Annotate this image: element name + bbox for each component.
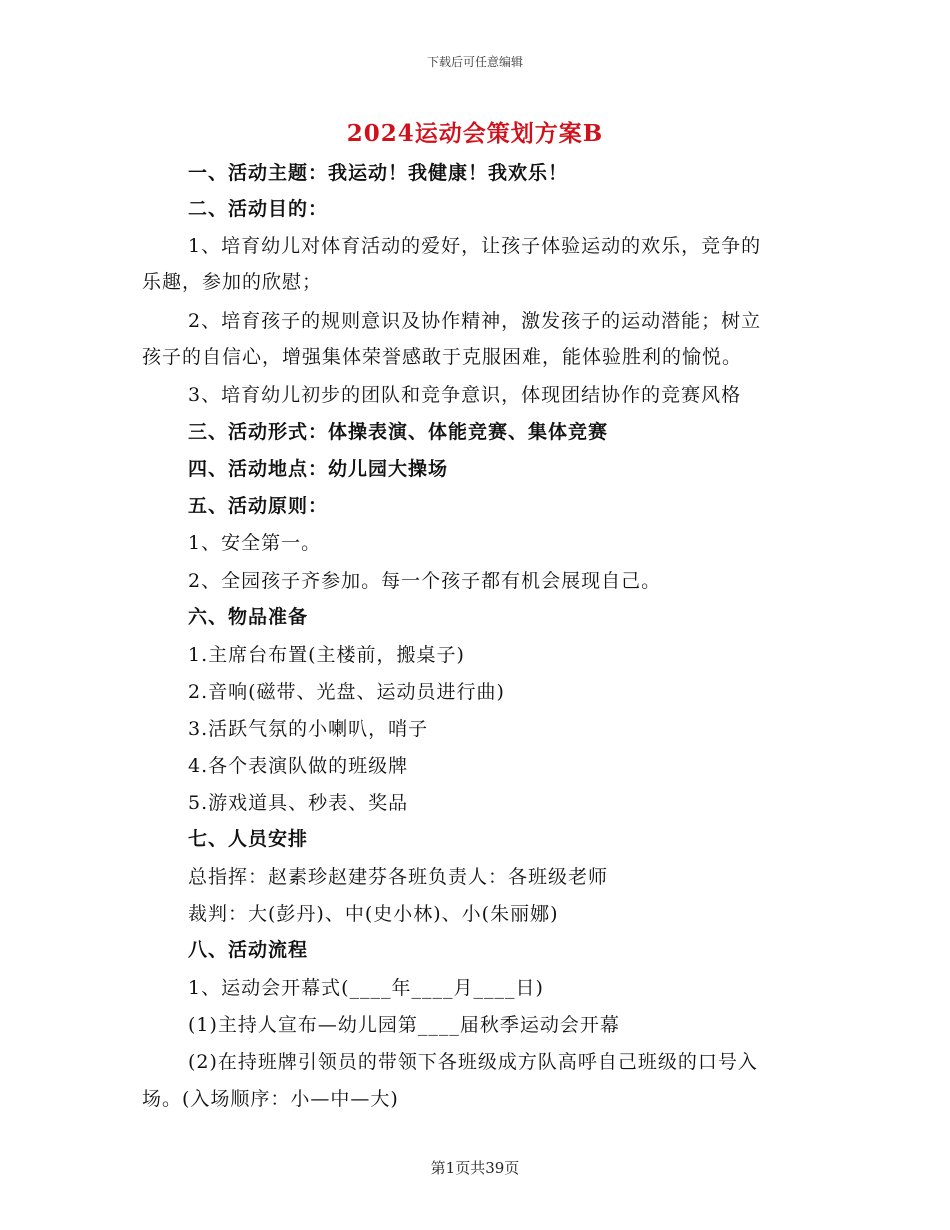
page-number: 第1页共39页 <box>430 1159 520 1177</box>
purpose-item-1-continued: 乐趣，参加的欣慰； <box>142 271 323 293</box>
materials-item-4: 4.各个表演队做的班级牌 <box>188 755 409 777</box>
process-subitem-1: (1)主持人宣布—幼儿园第____届秋季运动会开幕 <box>188 1014 620 1036</box>
process-item-1: 1、运动会开幕式(____年____月____日) <box>188 977 544 999</box>
document-title: 2024运动会策划方案B <box>346 120 604 147</box>
process-subitem-2-continued: 场。(入场顺序：小—中—大) <box>142 1088 399 1110</box>
purpose-item-2: 2、培育孩子的规则意识及协作精神，激发孩子的运动潜能；树立 <box>188 310 762 332</box>
materials-item-1: 1.主席台布置(主楼前，搬桌子) <box>188 644 465 666</box>
header-note: 下载后可任意编辑 <box>426 55 523 69</box>
staff-referees: 裁判：大(彭丹)、中(史小林)、小(朱丽娜) <box>188 903 559 925</box>
principle-item-2: 2、全园孩子齐参加。每一个孩子都有机会展现自己。 <box>188 570 662 592</box>
purpose-item-1: 1、培育幼儿对体育活动的爱好，让孩子体验运动的欢乐，竞争的 <box>188 235 762 257</box>
materials-item-5: 5.游戏道具、秒表、奖品 <box>188 792 409 814</box>
section-heading-materials: 六、物品准备 <box>188 606 309 628</box>
section-heading-process: 八、活动流程 <box>188 939 309 961</box>
purpose-item-2-continued: 孩子的自信心，增强集体荣誉感敢于克服困难，能体验胜利的愉悦。 <box>142 346 743 368</box>
materials-item-2: 2.音响(磁带、光盘、运动员进行曲) <box>188 681 505 703</box>
section-heading-theme: 一、活动主题：我运动！我健康！我欢乐！ <box>188 162 569 184</box>
process-subitem-2: (2)在持班牌引领员的带领下各班级成方队高呼自己班级的口号入 <box>188 1051 758 1073</box>
section-heading-location: 四、活动地点：幼儿园大操场 <box>188 458 449 480</box>
section-heading-purpose: 二、活动目的： <box>188 198 329 220</box>
section-heading-principles: 五、活动原则： <box>188 495 329 517</box>
section-heading-staff: 七、人员安排 <box>188 828 309 850</box>
staff-commander: 总指挥：赵素珍赵建芬各班负责人：各班级老师 <box>188 866 609 888</box>
principle-item-1: 1、安全第一。 <box>188 532 322 554</box>
section-heading-format: 三、活动形式：体操表演、体能竞赛、集体竞赛 <box>188 421 609 443</box>
purpose-item-3: 3、培育幼儿初步的团队和竞争意识，体现团结协作的竞赛风格 <box>188 384 742 406</box>
materials-item-3: 3.活跃气氛的小喇叭，哨子 <box>188 718 429 740</box>
